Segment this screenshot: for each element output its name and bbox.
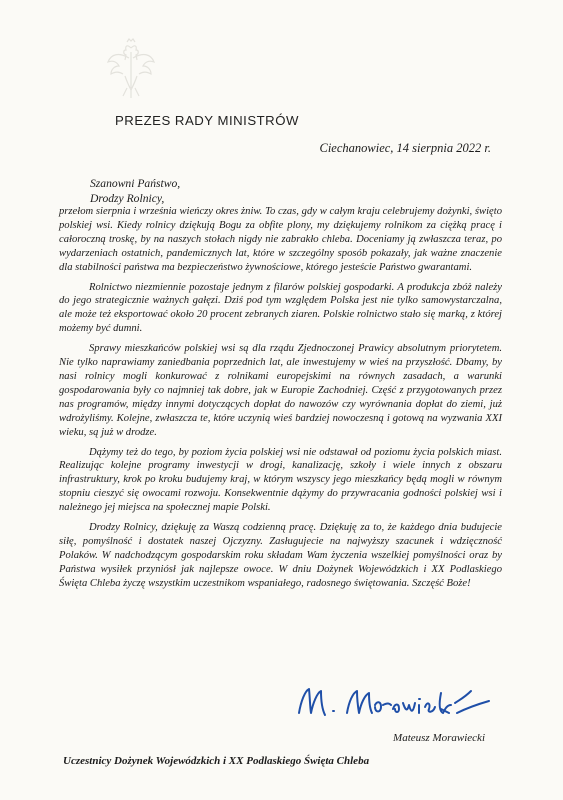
signer-name: Mateusz Morawiecki bbox=[393, 732, 485, 744]
salutation-line: Szanowni Państwo, bbox=[90, 177, 181, 190]
office-title: PREZES RADY MINISTRÓW bbox=[115, 113, 299, 128]
eagle-emblem-icon bbox=[105, 38, 157, 102]
paragraph: Drodzy Rolnicy, dziękuję za Waszą codzienną pracę. Dziękuję za to, że każdego dnia budujecie siłę, pomyślność i dostatek naszej Ojczyzny. Zasługujecie na najwyższy szacunek i wdzięczność Polaków. W nadchodzącym gospodarskim roku składam Wam życzenia wszelkiej pomyślności oraz by Państwa wysiłek przyniósł jak najlepsze owoce. W dniu Dożynek Wojewódzkich i XX Podlaskiego Święta Chleba życzę wszystkim uczestnikom wspaniałego, radosnego świętowania. Szczęść Boże! bbox=[59, 522, 502, 589]
paragraph: Rolnictwo niezmiennie pozostaje jednym z filarów polskiej gospodarki. A produkcja zbóż należy do jego strategicznie ważnych gałęzi. Dziś pod tym względem Polska jest nie tylko samowystarczalna, ale może też eksportować około 20 procent zebranych ziaren. Polskie rolnictwo stało się marką, z której możemy być dumni. bbox=[59, 281, 502, 335]
recipients-line: Uczestnicy Dożynek Wojewódzkich i XX Podlaskiego Święta Chleba bbox=[63, 755, 370, 767]
paragraph: Sprawy mieszkańców polskiej wsi są dla rządu Zjednoczonej Prawicy absolutnym priorytetem. Nie tylko naprawiamy zaniedbania poprzednich lat, ale inwestujemy w wieś na przyszłość. Dbamy, by nasi rolnicy mogli konkurować z rolnikami europejskimi na równych zasadach, a warunki gospodarowania były co najmniej tak dobre, jak w Europie Zachodniej. Część z przygotowanych przez nas programów, między innymi dotyczących dopłat do nawozów czy wyrównania dopłat do ziemi, już wdrożyliśmy. Kolejne, zwłaszcza te, które uczynią wieś bardziej nowoczesną i gotową na wyzwania XXI wieku, są już w drodze. bbox=[59, 343, 502, 438]
letter-body bbox=[59, 205, 502, 597]
salutation bbox=[90, 176, 180, 206]
paragraph: przełom sierpnia i września wieńczy okres żniw. To czas, gdy w całym kraju celebrujemy dożynki, święto polskiej wsi. Kiedy rolnicy dziękują Bogu za obfite plony, my dziękujemy rolnikom za ciężką pracę i całoroczną troskę, by na naszych stołach nigdy nie zabrakło chleba. Doceniamy ją zwłaszcza teraz, po wydarzeniach ostatnich, pandemicznych lat, które w szczególny sposób pokazały, jak ważne znaczenie dla stabilności państwa ma bezpieczeństwo żywnościowe, którego jesteście Państwo gwarantami. bbox=[59, 206, 502, 273]
salutation-line: Drodzy Rolnicy, bbox=[90, 192, 165, 205]
place-date: Ciechanowiec, 14 sierpnia 2022 r. bbox=[319, 141, 491, 155]
paragraph: Dążymy też do tego, by poziom życia polskiej wsi nie odstawał od poziomu życia polskich miast. Realizując kolejne programy inwestycji w drogi, kanalizację, szkoły i wiele innych z obszaru infrastruktury, krok po kroku budujemy kraj, w którym wszyscy jego mieszkańcy będą mogli w równym stopniu cieszyć się owocami rozwoju. Konsekwentnie dążymy do przywracania godności polskiej wsi i należnego jej miejsca na społecznej mapie Polski. bbox=[59, 446, 502, 514]
handwritten-signature bbox=[295, 683, 495, 721]
